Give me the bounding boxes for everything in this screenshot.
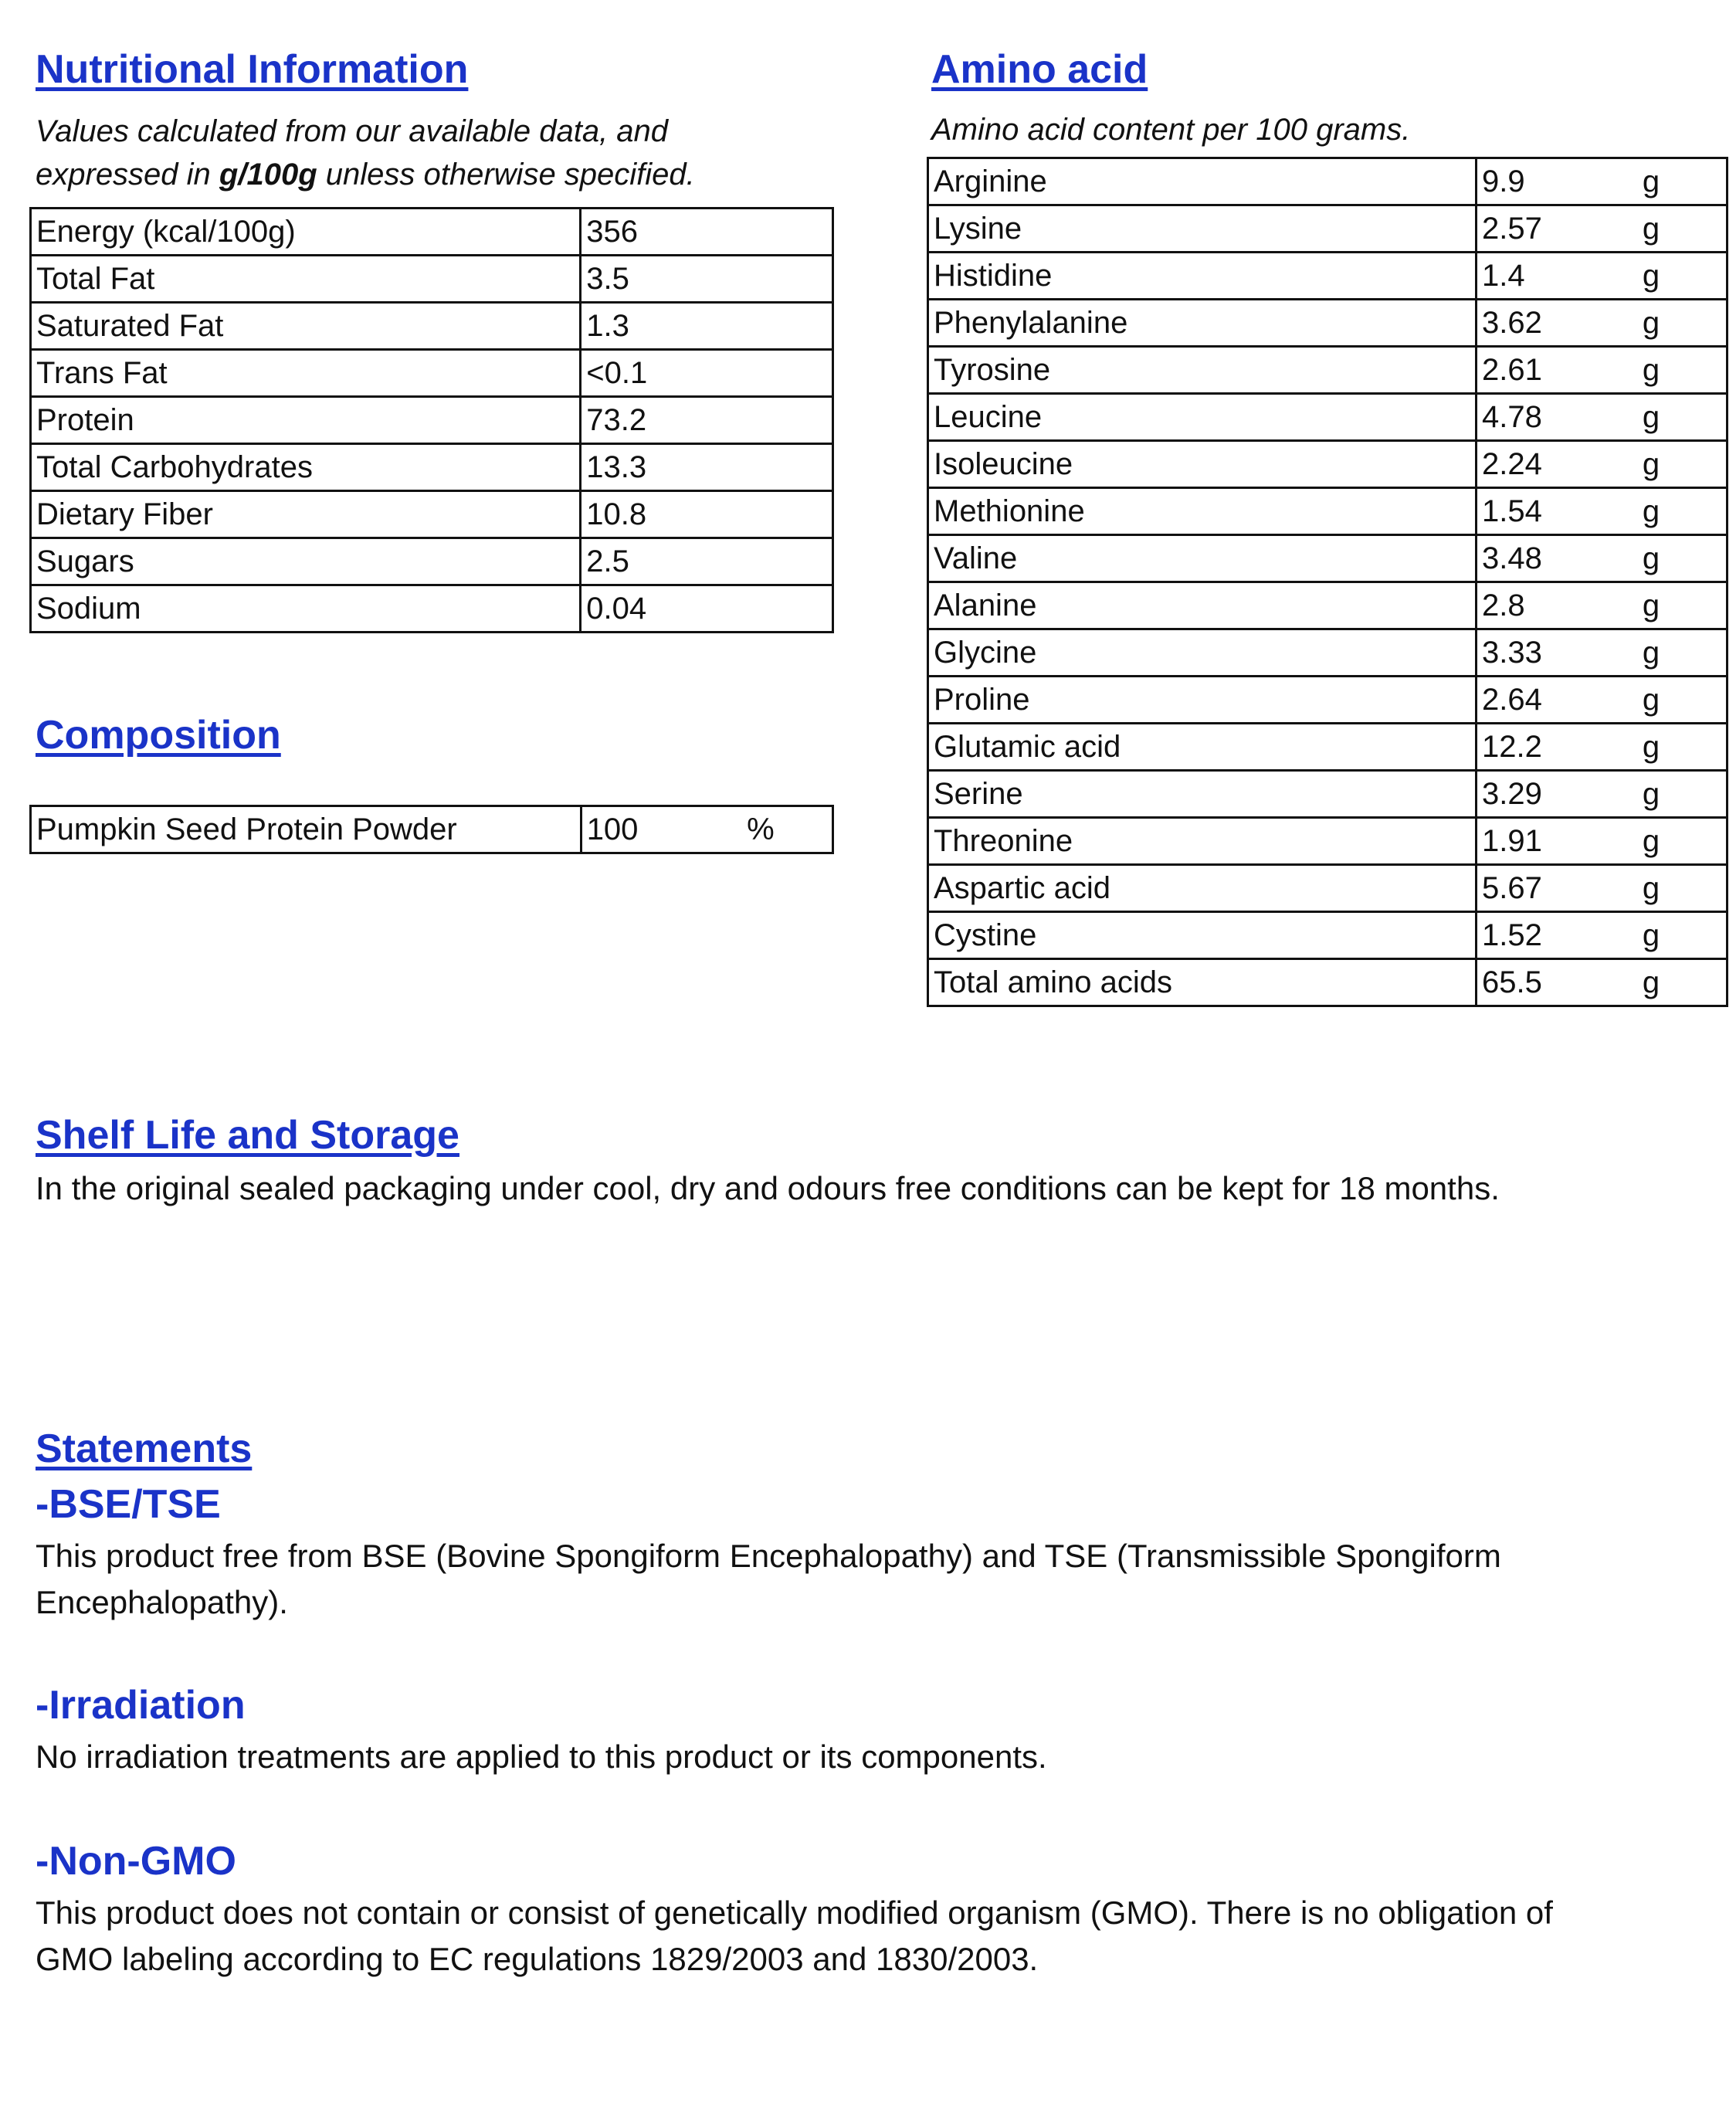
amino-label: Glutamic acid bbox=[928, 724, 1477, 771]
amino-value: 3.33 bbox=[1477, 629, 1638, 677]
amino-value: 2.24 bbox=[1477, 441, 1638, 488]
amino-label: Serine bbox=[928, 771, 1477, 818]
amino-unit: g bbox=[1638, 677, 1728, 724]
table-row bbox=[928, 347, 1728, 394]
amino-value: 2.57 bbox=[1477, 205, 1638, 253]
ingredient-label: Pumpkin Seed Protein Powder bbox=[31, 806, 581, 853]
amino-label: Cystine bbox=[928, 912, 1477, 959]
amino-value: 2.64 bbox=[1477, 677, 1638, 724]
amino-label: Isoleucine bbox=[928, 441, 1477, 488]
nutrient-label: Protein bbox=[31, 397, 581, 444]
statements-heading: Statements bbox=[36, 1426, 253, 1471]
table-row bbox=[928, 582, 1728, 629]
amino-heading: Amino acid bbox=[931, 47, 1148, 92]
table-row bbox=[31, 209, 833, 256]
nutrient-label: Sugars bbox=[31, 538, 581, 585]
amino-unit: g bbox=[1638, 488, 1728, 535]
table-row bbox=[928, 253, 1728, 300]
table-row bbox=[928, 865, 1728, 912]
shelf-heading: Shelf Life and Storage bbox=[36, 1113, 459, 1158]
nutrient-value: 1.3 bbox=[581, 303, 833, 350]
table-row bbox=[31, 256, 833, 303]
amino-unit: g bbox=[1638, 959, 1728, 1006]
amino-label: Histidine bbox=[928, 253, 1477, 300]
nutrient-label: Energy (kcal/100g) bbox=[31, 209, 581, 256]
composition-table bbox=[29, 805, 834, 854]
non-gmo-text-line2: GMO labeling according to EC regulations 1829/2003 and 1830/2003. bbox=[36, 1941, 1039, 1977]
nutrient-value: 3.5 bbox=[581, 256, 833, 303]
amino-label: Leucine bbox=[928, 394, 1477, 441]
nutrient-label: Saturated Fat bbox=[31, 303, 581, 350]
table-row bbox=[31, 806, 833, 853]
table-row bbox=[928, 488, 1728, 535]
amino-unit: g bbox=[1638, 912, 1728, 959]
non-gmo-heading: -Non-GMO bbox=[36, 1839, 236, 1884]
nutrient-value: 73.2 bbox=[581, 397, 833, 444]
amino-unit: g bbox=[1638, 865, 1728, 912]
nutrient-value: 10.8 bbox=[581, 491, 833, 538]
table-row bbox=[31, 303, 833, 350]
amino-value: 1.91 bbox=[1477, 818, 1638, 865]
amino-unit: g bbox=[1638, 724, 1728, 771]
amino-value: 9.9 bbox=[1477, 158, 1638, 205]
amino-value: 4.78 bbox=[1477, 394, 1638, 441]
amino-label: Valine bbox=[928, 535, 1477, 582]
amino-value: 1.52 bbox=[1477, 912, 1638, 959]
table-row bbox=[31, 444, 833, 491]
table-row bbox=[31, 397, 833, 444]
amino-value: 3.29 bbox=[1477, 771, 1638, 818]
amino-unit: g bbox=[1638, 253, 1728, 300]
amino-label: Glycine bbox=[928, 629, 1477, 677]
amino-label: Aspartic acid bbox=[928, 865, 1477, 912]
nutrient-value: 0.04 bbox=[581, 585, 833, 633]
amino-value: 1.4 bbox=[1477, 253, 1638, 300]
table-row bbox=[928, 818, 1728, 865]
amino-intro: Amino acid content per 100 grams. bbox=[931, 113, 1411, 147]
composition-heading: Composition bbox=[36, 713, 281, 758]
amino-label: Proline bbox=[928, 677, 1477, 724]
table-row bbox=[928, 629, 1728, 677]
table-row bbox=[928, 677, 1728, 724]
bse-text-line1: This product free from BSE (Bovine Spongiform Encephalopathy) and TSE (Transmissible Spongiform bbox=[36, 1538, 1501, 1574]
amino-value: 12.2 bbox=[1477, 724, 1638, 771]
non-gmo-text-line1: This product does not contain or consist of genetically modified organism (GMO). There is no obligation of bbox=[36, 1894, 1553, 1931]
amino-value: 5.67 bbox=[1477, 865, 1638, 912]
nutrition-intro-line1: Values calculated from our available data, and bbox=[36, 114, 669, 148]
amino-label: Phenylalanine bbox=[928, 300, 1477, 347]
amino-unit: g bbox=[1638, 300, 1728, 347]
amino-unit: g bbox=[1638, 582, 1728, 629]
irradiation-text: No irradiation treatments are applied to this product or its components. bbox=[36, 1738, 1047, 1775]
table-row bbox=[928, 959, 1728, 1006]
table-row bbox=[928, 158, 1728, 205]
amino-unit: g bbox=[1638, 158, 1728, 205]
amino-unit: g bbox=[1638, 818, 1728, 865]
table-row bbox=[928, 535, 1728, 582]
nutrient-label: Trans Fat bbox=[31, 350, 581, 397]
table-row bbox=[31, 350, 833, 397]
nutrient-label: Total Fat bbox=[31, 256, 581, 303]
amino-value: 2.8 bbox=[1477, 582, 1638, 629]
irradiation-heading: -Irradiation bbox=[36, 1683, 246, 1728]
amino-unit: g bbox=[1638, 347, 1728, 394]
amino-unit: g bbox=[1638, 441, 1728, 488]
table-row bbox=[928, 394, 1728, 441]
table-row bbox=[928, 771, 1728, 818]
amino-unit: g bbox=[1638, 394, 1728, 441]
amino-unit: g bbox=[1638, 535, 1728, 582]
nutrient-value: 2.5 bbox=[581, 538, 833, 585]
table-row bbox=[928, 441, 1728, 488]
nutrient-label: Total Carbohydrates bbox=[31, 444, 581, 491]
table-row bbox=[31, 585, 833, 633]
amino-value: 3.48 bbox=[1477, 535, 1638, 582]
nutrient-value: <0.1 bbox=[581, 350, 833, 397]
amino-value: 3.62 bbox=[1477, 300, 1638, 347]
table-row bbox=[928, 300, 1728, 347]
nutrient-label: Dietary Fiber bbox=[31, 491, 581, 538]
bse-text-line2: Encephalopathy). bbox=[36, 1584, 288, 1620]
amino-label: Lysine bbox=[928, 205, 1477, 253]
ingredient-value: 100 bbox=[581, 806, 742, 853]
amino-label: Alanine bbox=[928, 582, 1477, 629]
amino-unit: g bbox=[1638, 771, 1728, 818]
shelf-text: In the original sealed packaging under cool, dry and odours free conditions can be kept for 18 months. bbox=[36, 1170, 1500, 1206]
table-row bbox=[928, 205, 1728, 253]
table-row bbox=[31, 538, 833, 585]
amino-value: 65.5 bbox=[1477, 959, 1638, 1006]
table-row bbox=[928, 912, 1728, 959]
amino-label: Tyrosine bbox=[928, 347, 1477, 394]
amino-label: Threonine bbox=[928, 818, 1477, 865]
amino-unit: g bbox=[1638, 205, 1728, 253]
nutrition-intro-line2: expressed in g/100g unless otherwise specified. bbox=[36, 158, 695, 192]
amino-label: Methionine bbox=[928, 488, 1477, 535]
table-row bbox=[31, 491, 833, 538]
nutrient-value: 356 bbox=[581, 209, 833, 256]
amino-table bbox=[927, 157, 1728, 1007]
table-row bbox=[928, 724, 1728, 771]
bse-heading: -BSE/TSE bbox=[36, 1482, 221, 1527]
amino-value: 1.54 bbox=[1477, 488, 1638, 535]
amino-value: 2.61 bbox=[1477, 347, 1638, 394]
nutrient-label: Sodium bbox=[31, 585, 581, 633]
nutrient-value: 13.3 bbox=[581, 444, 833, 491]
amino-label: Total amino acids bbox=[928, 959, 1477, 1006]
ingredient-unit: % bbox=[742, 806, 832, 853]
amino-unit: g bbox=[1638, 629, 1728, 677]
nutrition-table bbox=[29, 207, 834, 633]
amino-label: Arginine bbox=[928, 158, 1477, 205]
nutrition-heading: Nutritional Information bbox=[36, 47, 469, 92]
